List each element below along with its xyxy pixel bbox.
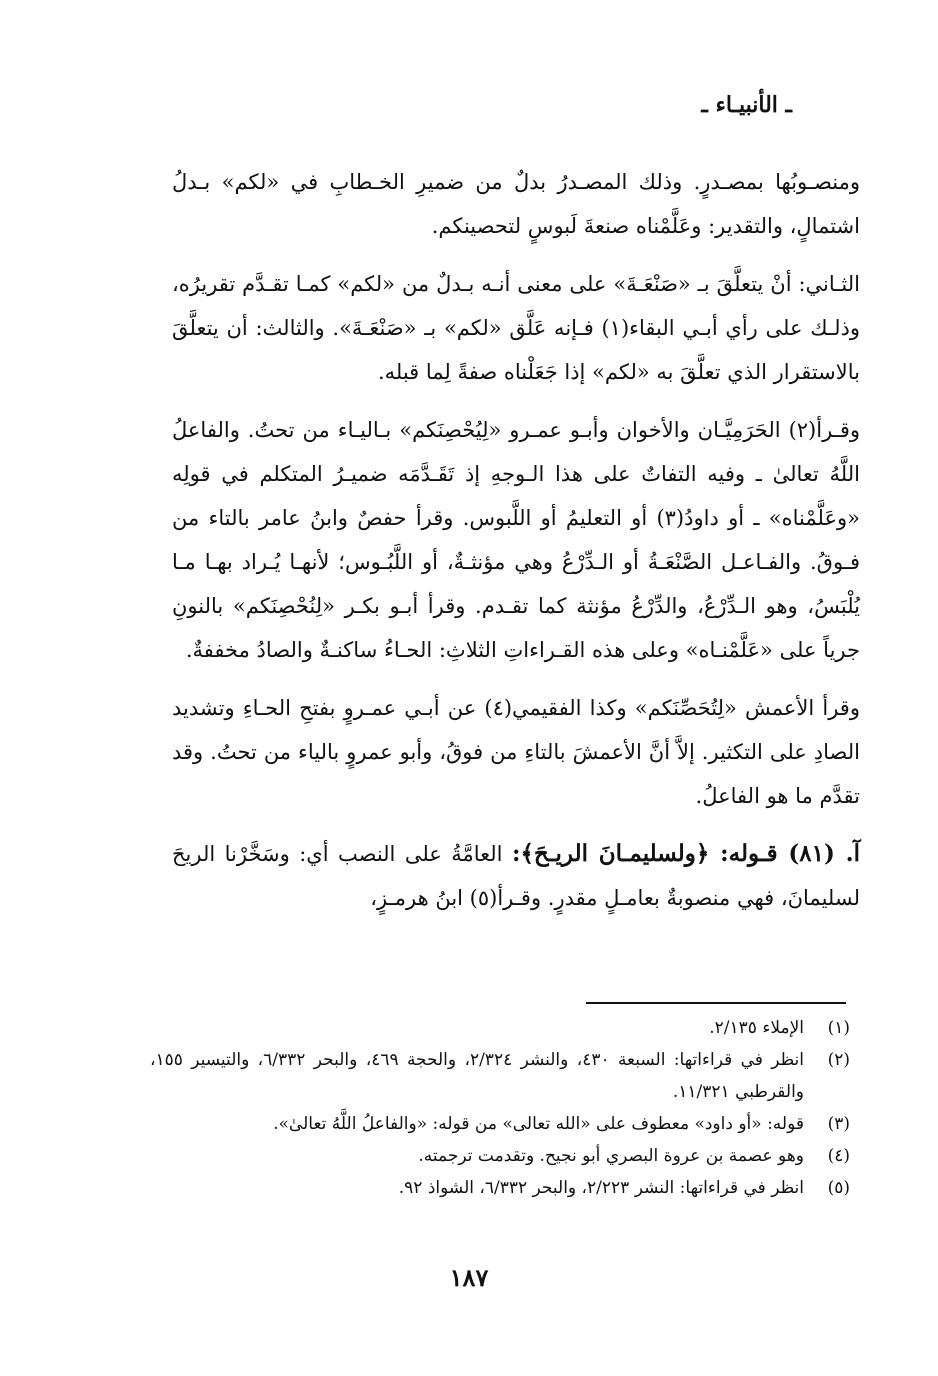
- footnote-number: (٣): [827, 1114, 850, 1134]
- footnote: [150, 1140, 850, 1172]
- footnote-number: (٤): [827, 1146, 850, 1166]
- footnote: [150, 1172, 850, 1204]
- footnote-text: انظر في قراءاتها: السبعة ٤٣٠، والنشر ٢/٣٢٤، والحجة ٤٦٩، والبحر ٦/٣٣٢، والتيسير ١٥٥، والقرطبي ١١/٣٢١.: [150, 1050, 804, 1102]
- page-number: ١٨٧: [449, 1263, 489, 1292]
- footnote-number: (١): [827, 1018, 850, 1038]
- running-header: ـ الأنبيـاء ـ: [701, 92, 792, 118]
- paragraph: وقرأ الأعمش «لِتُحَصِّنَكم» وكذا الفقيمي(٤) عن أبـي عمـروٍ بفتحِ الحـاءِ وتشديد الصادِ على التكثير. إلاَّ أنَّ الأعمشَ بالتاءِ من فوقُ، وأبو عمروٍ بالياء من تحتُ. وقد تقدَّم ما هو الفاعلُ.: [172, 696, 860, 808]
- footnote-divider: [586, 1002, 846, 1004]
- verse-label: آ. (٨١) قـوله: ﴿ولسليمـانَ الريـحَ﴾:: [511, 840, 860, 867]
- footnote-number: (٢): [827, 1050, 850, 1070]
- footnote-text: وهو عصمة بن عروة البصري أبو نجيح. وتقدمت ترجمته.: [418, 1146, 804, 1166]
- footnote: [150, 1012, 850, 1044]
- paragraph: الثـاني: أنْ يتعلَّقَ بـ «صَنْعَـةَ» على معنى أنـه بـدلٌ من «لكم» كمـا تقـدَّم تقريرُه، وذلـك على رأي أبـي البقاء(١) فـإنه عَلَّق «لكم» بـ «صَنْعَـةَ». والثالث: أن يتعلَّقَ بالاستقرار الذي تعلَّقَ به «لكم» إذا جَعَلْناه صفةً لِما قبله.: [172, 272, 860, 384]
- footnote-text: قوله: «أو داود» معطوف على «الله تعالى» من قوله: «والفاعلُ اللَّهُ تعالىٰ».: [273, 1114, 804, 1134]
- footnote-text: الإملاء ٢/١٣٥.: [709, 1018, 804, 1038]
- verse-text: العامَّةُ على النصب أي: وسَخَّرْنا الريحَ لسليمانَ، فهي منصوبةٌ بعامـلٍ مقدرٍ. وقـرأ(٥) ابنُ هرمـزٍ،: [172, 842, 860, 910]
- verse-paragraph: [172, 832, 860, 920]
- footnote: [150, 1044, 850, 1108]
- footnote-text: انظر في قراءاتها: النشر ٢/٢٢٣، والبحر ٦/٣٣٢، الشواذ ٩٢.: [398, 1178, 804, 1198]
- paragraph: ومنصـوبُها بمصـدرٍ. وذلك المصـدرُ بدلٌ من ضميرِ الخـطابِ في «لكم» بـدلُ اشتمالٍ، والتقدير: وعَلَّمْناه صنعةَ لَبوسٍ لتحصينكم.: [172, 170, 860, 238]
- paragraph: وقـرأ(٢) الحَرَمِيَّـان والأخوان وأبـو عمـرو «لِيُحْصِنَكم» بـاليـاء من تحتُ. والفاعلُ اللَّهُ تعالىٰ ـ وفيه التفاتٌ على هذا الـوجهِ إذ تَقَـدَّمَه ضميـرُ المتكلم في قولِه «وعَلَّمْناه» ـ أو داودُ(٣) أو التعليمُ أو اللَّبوس. وقرأ حفصٌ وابنُ عامر بالتاء من فـوقُ. والفـاعـل الصَّنْعَـةُ أو الـدِّرْعُ وهي مؤنثـةٌ، أو اللَّبُـوس؛ لأنهـا يُـراد بهـا مـا يُلْبَسُ، وهو الـدِّرْعُ، والدِّرْعُ مؤنثة كما تقـدم. وقرأ أبـو بكـر «لِنُحْصِنَكم» بالنونِ جرياً على «عَلَّمْنـاه» وعلى هذه القـراءاتِ الثلاثِ: الحـاءُ ساكنـةٌ والصادُ مخففةٌ.: [172, 418, 860, 662]
- footnote-number: (٥): [827, 1178, 850, 1198]
- footnotes-list: [150, 1012, 850, 1204]
- main-text: [172, 160, 860, 934]
- footnote: [150, 1108, 850, 1140]
